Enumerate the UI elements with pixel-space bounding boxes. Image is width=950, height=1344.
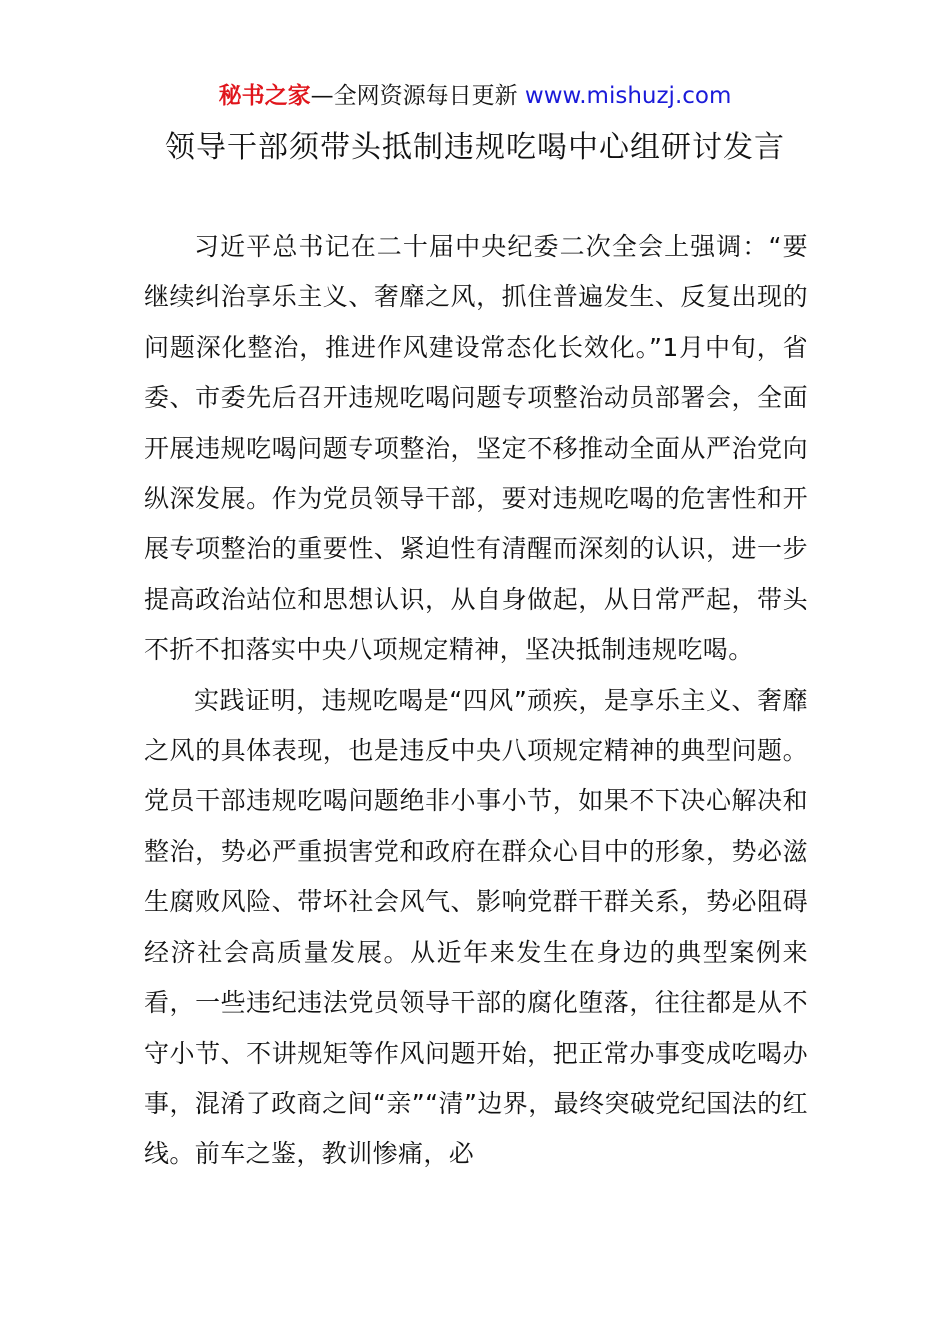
brand-name: 秘书之家 <box>218 83 311 109</box>
document-body <box>144 222 808 1180</box>
site-url-link[interactable]: www.mishuzj.com <box>524 83 732 109</box>
site-banner <box>0 80 950 112</box>
document-title: 领导干部须带头抵制违规吃喝中心组研讨发言 <box>165 130 785 165</box>
paragraph: 实践证明，违规吃喝是“四风”顽疾，是享乐主义、奢靡之风的具体表现，也是违反中央八项规定精神的典型问题。党员干部违规吃喝问题绝非小事小节，如果不下决心解决和整治，势必严重损害党和政府在群众心目中的形象，势必滋生腐败风险、带坏社会风气、影响党群干群关系，势必阻碍经济社会高质量发展。从近年来发生在身边的典型案例来看，一些违纪违法党员领导干部的腐化堕落，往往都是从不守小节、不讲规矩等作风问题开始，把正常办事变成吃喝办事，混淆了政商之间“亲”“清”边界，最终突破党纪国法的红线。前车之鉴，教训惨痛，必 <box>144 685 808 1169</box>
paragraph: 习近平总书记在二十届中央纪委二次全会上强调：“要继续纠治享乐主义、奢靡之风，抓住普遍发生、反复出现的问题深化整治，推进作风建设常态化长效化。”1月中旬，省委、市委先后召开违规吃喝问题专项整治动员部署会，全面开展违规吃喝问题专项整治，坚定不移推动全面从严治党向纵深发展。作为党员领导干部，要对违规吃喝的危害性和开展专项整治的重要性、紧迫性有清醒而深刻的认识，进一步提高政治站位和思想认识，从自身做起，从日常严起，带头不折不扣落实中央八项规定精神，坚决抵制违规吃喝。 <box>144 232 808 665</box>
banner-tagline: —全网资源每日更新 <box>310 83 525 109</box>
